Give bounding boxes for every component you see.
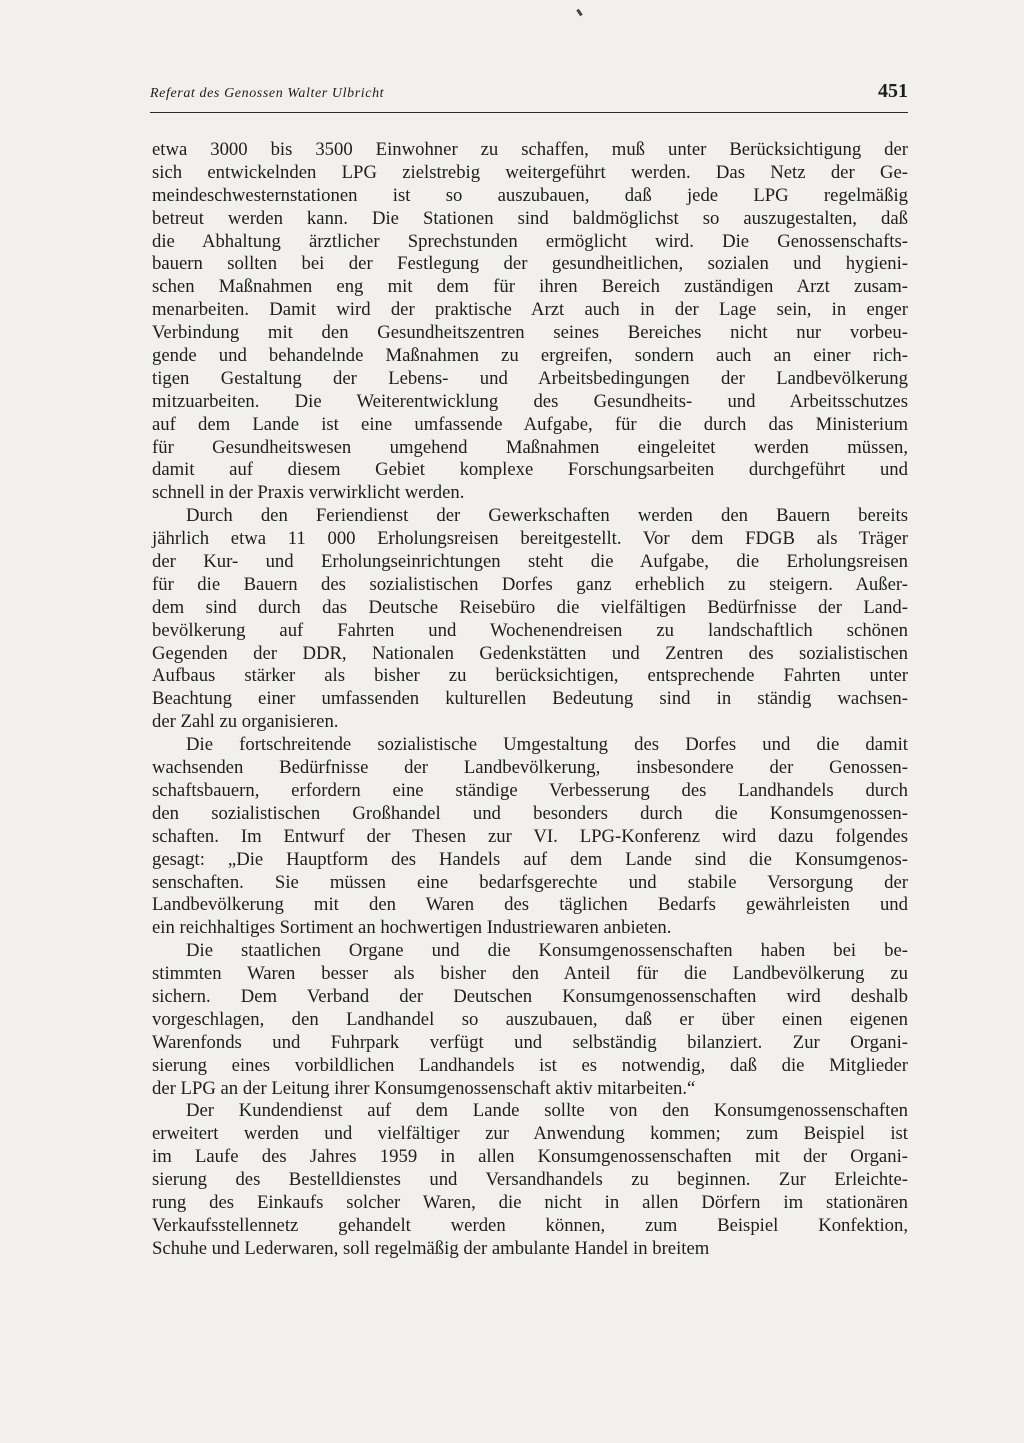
text-line: stimmten Waren besser als bisher den Anteil für die Landbevölkerung zu — [152, 963, 908, 985]
header-rule — [150, 112, 908, 113]
text-line: schen Maßnahmen eng mit dem für ihren Bereich zuständigen Arzt zusam- — [152, 276, 908, 298]
text-line: menarbeiten. Damit wird der praktische Arzt auch in der Lage sein, in enger — [152, 299, 908, 321]
text-line: der LPG an der Leitung ihrer Konsumgenossenschaft aktiv mitarbeiten.“ — [152, 1077, 696, 1099]
text-line: etwa 3000 bis 3500 Einwohner zu schaffen, muß unter Berücksichtigung der — [152, 139, 908, 160]
paragraph — [152, 734, 908, 940]
text-line: vorgeschlagen, den Landhandel so auszubauen, daß er über einen eigenen — [152, 1008, 908, 1030]
body-text — [152, 139, 908, 1261]
text-line: sierung des Bestelldienstes und Versandhandels zu beginnen. Zur Erleichte- — [152, 1169, 908, 1191]
text-line: dem sind durch das Deutsche Reisebüro die vielfältigen Bedürfnisse der Land- — [152, 596, 908, 618]
text-line: Verbindung mit den Gesundheitszentren seines Bereiches nicht nur vorbeu- — [152, 322, 908, 344]
text-line: für die Bauern des sozialistischen Dorfes ganz erheblich zu steigern. Außer- — [152, 573, 908, 595]
text-line: Beachtung einer umfassenden kulturellen Bedeutung sind in ständig wachsen- — [152, 688, 908, 710]
running-head: Referat des Genossen Walter Ulbricht — [150, 86, 385, 101]
text-line: den sozialistischen Großhandel und besonders durch die Konsumgenossen- — [152, 802, 908, 824]
text-line: im Laufe des Jahres 1959 in allen Konsumgenossenschaften mit der Organi- — [152, 1146, 908, 1168]
text-line: der Kur- und Erholungseinrichtungen steht die Aufgabe, die Erholungsreisen — [152, 551, 908, 573]
text-line: tigen Gestaltung der Lebens- und Arbeitsbedingungen der Landbevölkerung — [152, 367, 908, 389]
text-line: die Abhaltung ärztlicher Sprechstunden ermöglicht wird. Die Genossenschafts- — [152, 230, 908, 252]
text-line: sichern. Dem Verband der Deutschen Konsumgenossenschaften wird deshalb — [152, 985, 908, 1007]
text-line: mitzuarbeiten. Die Weiterentwicklung des Gesundheits- und Arbeitsschutzes — [152, 390, 908, 412]
text-line: Verkaufsstellennetz gehandelt werden können, zum Beispiel Konfektion, — [152, 1214, 908, 1236]
page-number: 451 — [878, 80, 908, 102]
text-line: Gegenden der DDR, Nationalen Gedenkstätten und Zentren des sozialistischen — [152, 642, 908, 664]
text-line: sich entwickelnden LPG zielstrebig weitergeführt werden. Das Netz der Ge- — [152, 161, 908, 183]
text-line: Aufbaus stärker als bisher zu berücksichtigen, entsprechende Fahrten unter — [152, 665, 908, 687]
text-line: Die staatlichen Organe und die Konsumgenossenschaften haben bei be- — [186, 940, 908, 962]
text-line: jährlich etwa 11 000 Erholungsreisen bereitgestellt. Vor dem FDGB als Träger — [152, 528, 908, 550]
text-line: für Gesundheitswesen umgehend Maßnahmen eingeleitet werden müssen, — [152, 436, 908, 458]
paragraph — [152, 505, 908, 734]
text-line: wachsenden Bedürfnisse der Landbevölkerung, insbesondere der Genossen- — [152, 757, 908, 779]
text-line: betreut werden kann. Die Stationen sind baldmöglichst so auszugestalten, daß — [152, 207, 908, 229]
paragraph — [152, 139, 908, 505]
text-line: der Zahl zu organisieren. — [152, 711, 339, 733]
text-line: schnell in der Praxis verwirklicht werden. — [152, 482, 465, 504]
text-line: sierung eines vorbildlichen Landhandels ist es notwendig, daß die Mitglieder — [152, 1054, 908, 1076]
text-line: bevölkerung auf Fahrten und Wochenendreisen zu landschaftlich schönen — [152, 619, 908, 641]
text-line: rung des Einkaufs solcher Waren, die nicht in allen Dörfern im stationären — [152, 1191, 908, 1213]
text-line: damit auf diesem Gebiet komplexe Forschungsarbeiten durchgeführt und — [152, 459, 908, 481]
text-line: gesagt: „Die Hauptform des Handels auf dem Lande sind die Konsumgenos- — [152, 848, 908, 870]
text-line: meindeschwesternstationen ist so auszubauen, daß jede LPG regelmäßig — [152, 184, 908, 206]
text-line: gende und behandelnde Maßnahmen zu ergreifen, sondern auch an einer rich- — [152, 345, 908, 367]
page-header — [150, 80, 908, 108]
text-line: Schuhe und Lederwaren, soll regelmäßig der ambulante Handel in breitem — [152, 1237, 710, 1259]
text-line: Der Kundendienst auf dem Lande sollte von den Konsumgenossenschaften — [186, 1100, 908, 1122]
paragraph — [152, 1100, 908, 1260]
text-line: Die fortschreitende sozialistische Umgestaltung des Dorfes und die damit — [186, 734, 908, 756]
text-line: bauern sollten bei der Festlegung der gesundheitlichen, sozialen und hygieni- — [152, 253, 908, 275]
text-line: schaften. Im Entwurf der Thesen zur VI. LPG-Konferenz wird dazu folgendes — [152, 825, 908, 847]
text-line: Durch den Feriendienst der Gewerkschaften werden den Bauern bereits — [186, 505, 908, 527]
text-line: erweitert werden und vielfältiger zur Anwendung kommen; zum Beispiel ist — [152, 1123, 908, 1145]
ink-speck — [576, 9, 582, 16]
text-line: Landbevölkerung mit den Waren des täglichen Bedarfs gewährleisten und — [152, 894, 908, 916]
text-line: schaftsbauern, erfordern eine ständige Verbesserung des Landhandels durch — [152, 779, 908, 801]
text-line: senschaften. Sie müssen eine bedarfsgerechte und stabile Versorgung der — [152, 871, 908, 893]
text-line: Warenfonds und Fuhrpark verfügt und selbständig bilanziert. Zur Organi- — [152, 1031, 908, 1053]
text-line: ein reichhaltiges Sortiment an hochwertigen Industriewaren anbieten. — [152, 917, 672, 939]
text-line: auf dem Lande ist eine umfassende Aufgabe, für die durch das Ministerium — [152, 413, 908, 435]
paragraph — [152, 940, 908, 1100]
